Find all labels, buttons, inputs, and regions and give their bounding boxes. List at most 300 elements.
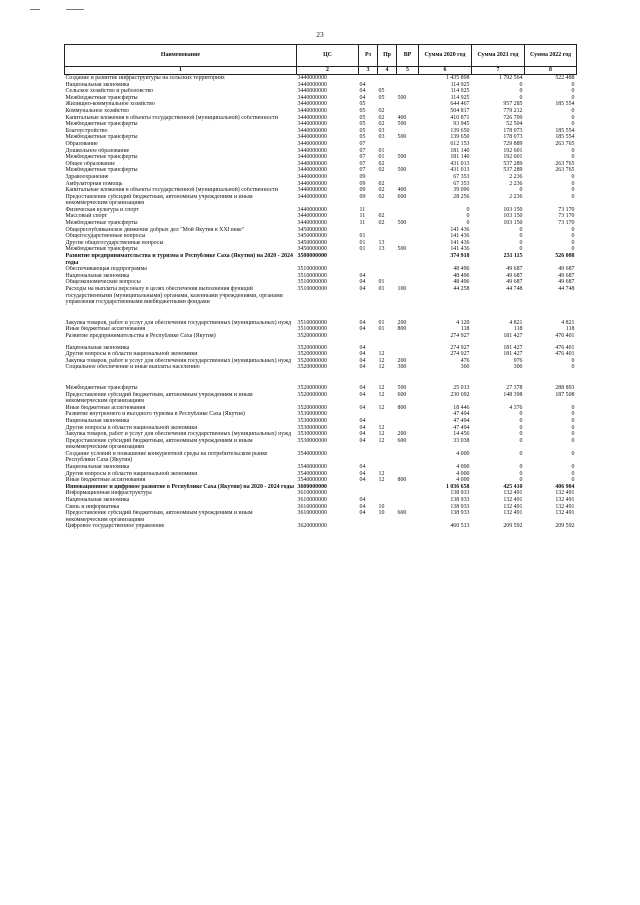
row-name: Межбюджетные трансферты — [65, 384, 138, 391]
row-pr: 12 — [378, 424, 385, 431]
row-code: 3610000000 — [297, 490, 327, 497]
row-sum-2021: 132 491 — [503, 503, 523, 510]
row-vr: 500 — [397, 246, 407, 253]
row-code: 3440000000 — [297, 160, 327, 167]
table-body — [65, 75, 577, 531]
row-rz: 04 — [359, 437, 366, 444]
row-rz — [359, 523, 378, 530]
row-sum-2022: 73 170 — [558, 220, 575, 227]
row-code: 3440000000 — [297, 107, 327, 114]
row-sum-2020: 33 038 — [453, 437, 470, 444]
row-sum-2022: 0 — [571, 107, 575, 114]
row-rz: 04 — [359, 510, 366, 517]
row-code: 3440000000 — [297, 75, 327, 81]
row-sum-2020: 181 140 — [450, 154, 470, 161]
table-row — [65, 207, 577, 214]
row-vr: 600 — [397, 193, 407, 200]
row-sum-2021: 779 212 — [503, 107, 523, 114]
row-sum-2020: 47 494 — [453, 411, 470, 418]
col-number: 5 — [397, 67, 419, 75]
table-row — [65, 425, 577, 432]
row-rz — [359, 451, 378, 464]
row-sum-2020: 4 000 — [456, 477, 470, 484]
row-pr — [378, 497, 397, 504]
table-row — [65, 364, 577, 376]
row-code: 3540000000 — [297, 470, 327, 477]
row-pr: 02 — [378, 187, 385, 194]
row-rz — [359, 266, 378, 273]
row-sum-2021: 181 427 — [503, 351, 523, 358]
row-vr: 600 — [397, 510, 407, 517]
row-code: 3600000000 — [297, 483, 327, 490]
table-row — [65, 345, 577, 352]
row-name: Предоставление субсидий бюджетным, автономным учреждениям и иным некоммерческим организациям — [65, 437, 253, 451]
row-vr — [397, 240, 419, 247]
row-sum-2022: 476 401 — [555, 351, 575, 358]
row-pr — [378, 451, 397, 464]
row-code: 3530000000 — [297, 424, 327, 431]
row-rz — [359, 484, 378, 491]
row-rz: 09 — [359, 180, 366, 187]
row-name: Межбюджетные трансферты — [65, 220, 138, 227]
table-row — [65, 128, 577, 135]
row-vr: 200 — [397, 319, 407, 326]
row-code: 3440000000 — [297, 187, 327, 194]
row-sum-2020: 138 933 — [450, 497, 470, 504]
row-code: 3440000000 — [297, 220, 327, 227]
row-rz: 04 — [359, 357, 366, 364]
row-pr: 01 — [378, 319, 385, 326]
row-sum-2021: 4 821 — [509, 319, 523, 326]
row-sum-2021: 425 410 — [503, 483, 523, 490]
row-vr — [397, 497, 419, 504]
table-row — [65, 392, 577, 405]
row-rz: 04 — [359, 503, 366, 510]
row-sum-2020: 300 — [460, 364, 470, 371]
row-sum-2020: 4 120 — [456, 319, 470, 326]
row-vr — [397, 333, 419, 345]
row-pr — [378, 333, 397, 345]
row-sum-2020: 141 436 — [450, 246, 470, 253]
row-vr — [397, 88, 419, 95]
row-sum-2022: 0 — [571, 364, 575, 371]
row-sum-2020: 410 871 — [450, 114, 470, 121]
row-sum-2020: 612 153 — [450, 140, 470, 147]
row-sum-2021: 118 — [513, 326, 523, 333]
row-pr — [378, 266, 397, 273]
row-name: Общеэкономические вопросы — [65, 279, 141, 286]
row-sum-2020: 118 — [460, 326, 470, 333]
row-vr — [397, 181, 419, 188]
scan-mark — [30, 9, 40, 10]
col-number: 4 — [378, 67, 397, 75]
row-code: 3440000000 — [297, 193, 327, 200]
row-name: Межбюджетные трансферты — [65, 154, 138, 161]
row-code: 3440000000 — [297, 173, 327, 180]
row-rz: 04 — [359, 417, 366, 424]
row-rz: 07 — [359, 167, 366, 174]
row-rz: 04 — [359, 464, 366, 471]
scan-mark — [66, 9, 84, 10]
row-rz — [359, 490, 378, 497]
row-sum-2020: 114 925 — [450, 94, 470, 101]
header-code: ЦС — [297, 45, 359, 67]
row-sum-2021: 0 — [519, 431, 523, 438]
row-vr — [397, 227, 419, 234]
row-pr — [378, 490, 397, 497]
table-row — [65, 121, 577, 128]
row-sum-2021: 0 — [519, 226, 523, 233]
row-rz: 09 — [359, 173, 366, 180]
row-code: 3440000000 — [297, 81, 327, 88]
row-name: Межбюджетные трансферты — [65, 246, 138, 253]
row-sum-2022: 0 — [571, 187, 575, 194]
row-sum-2022: 288 893 — [555, 384, 575, 391]
table-row — [65, 411, 577, 418]
row-sum-2020: 4 000 — [456, 450, 470, 457]
row-code: 3440000000 — [297, 88, 327, 95]
row-sum-2022: 185 554 — [555, 127, 575, 134]
col-number: 2 — [297, 67, 359, 75]
row-pr: 10 — [378, 503, 385, 510]
table-row — [65, 75, 577, 82]
row-vr — [397, 345, 419, 352]
table-row — [65, 101, 577, 108]
row-pr: 12 — [378, 404, 385, 411]
row-sum-2020: 0 — [466, 220, 470, 227]
row-rz: 04 — [359, 81, 366, 88]
row-sum-2021: 132 491 — [503, 497, 523, 504]
row-sum-2022: 0 — [571, 477, 575, 484]
row-sum-2022: 187 508 — [555, 391, 575, 398]
row-sum-2022: 185 554 — [555, 101, 575, 108]
row-pr — [378, 418, 397, 425]
row-rz: 11 — [359, 206, 366, 213]
row-pr: 02 — [378, 180, 385, 187]
row-name: Создание условий и повышение конкурентной среды на потребительском рынке Республики Саха (Якутия) — [65, 450, 268, 464]
col-number: 6 — [419, 67, 472, 75]
row-name: Цифровое государственное управление — [65, 523, 165, 530]
row-pr: 03 — [378, 134, 385, 141]
row-name: Образование — [65, 140, 98, 147]
row-sum-2022: 522 488 — [555, 75, 575, 81]
row-vr: 200 — [397, 357, 407, 364]
row-name: Межбюджетные трансферты — [65, 134, 138, 141]
row-sum-2020: 460 513 — [450, 523, 470, 530]
row-code: 3450000000 — [297, 226, 327, 233]
row-name: Обеспечивающая подпрограмма — [65, 266, 147, 273]
row-name: Общереспубликанское движение добрых дел "Мой Якутия в XXI веке" — [65, 226, 245, 233]
row-name: Предоставление субсидий бюджетным, автономным учреждениям и иным некоммерческим организациям — [65, 510, 253, 523]
row-rz — [359, 411, 378, 418]
row-sum-2022: 44 748 — [558, 286, 575, 292]
row-sum-2021: 300 — [513, 364, 523, 371]
row-vr — [397, 213, 419, 220]
col-number: 8 — [525, 67, 577, 75]
row-name: Межбюджетные трансферты — [65, 121, 138, 128]
row-sum-2021: 0 — [519, 233, 523, 240]
table-row — [65, 134, 577, 141]
row-vr: 200 — [397, 431, 407, 438]
row-sum-2021: 0 — [519, 450, 523, 457]
row-code: 3510000000 — [297, 319, 327, 326]
row-vr — [397, 253, 419, 266]
row-rz: 04 — [359, 326, 366, 333]
row-sum-2020: 4 000 — [456, 470, 470, 477]
row-code: 3440000000 — [297, 134, 327, 141]
row-sum-2022: 0 — [571, 239, 575, 246]
row-sum-2020: 644 467 — [450, 101, 470, 108]
row-code: 3520000000 — [297, 404, 327, 411]
budget-table — [64, 44, 577, 530]
row-sum-2020: 93 945 — [453, 121, 470, 128]
row-name: Создание и развитие инфраструктуры на сельских территориях — [65, 75, 225, 81]
row-sum-2021: 729 889 — [503, 140, 523, 147]
row-vr: 500 — [397, 94, 407, 101]
row-vr — [397, 464, 419, 471]
row-rz: 04 — [359, 384, 366, 391]
row-rz: 04 — [359, 431, 366, 438]
row-sum-2020: 431 013 — [450, 167, 470, 174]
row-name: Другие вопросы в области национальной экономики — [65, 424, 198, 431]
row-vr — [397, 451, 419, 464]
row-sum-2020: 141 436 — [450, 233, 470, 240]
row-sum-2020: 67 353 — [453, 180, 470, 187]
table-row — [65, 220, 577, 227]
row-sum-2021: 0 — [519, 246, 523, 253]
row-vr: 600 — [397, 437, 407, 444]
row-sum-2020: 67 353 — [453, 173, 470, 180]
table-row — [65, 95, 577, 102]
row-name: Дошкольное образование — [65, 147, 130, 154]
row-sum-2021: 231 115 — [503, 253, 523, 260]
row-sum-2022: 0 — [571, 180, 575, 187]
table-row — [65, 181, 577, 188]
row-pr — [378, 345, 397, 352]
row-pr: 02 — [378, 160, 385, 167]
row-name: Амбулаторная помощь — [65, 180, 123, 187]
row-sum-2021: 0 — [519, 81, 523, 88]
row-code: 3520000000 — [297, 357, 327, 364]
row-vr — [397, 490, 419, 497]
row-name: Предоставление субсидий бюджетным, автономным учреждениям и иным некоммерческим организациям — [65, 391, 253, 405]
row-sum-2021: 0 — [519, 411, 523, 418]
row-rz: 04 — [359, 477, 366, 484]
row-code: 3440000000 — [297, 147, 327, 154]
row-vr — [397, 425, 419, 432]
table-row — [65, 148, 577, 155]
row-sum-2021: 0 — [519, 94, 523, 101]
row-sum-2022: 263 765 — [555, 167, 575, 174]
row-name: Информационная инфраструктура — [65, 490, 152, 497]
header-2022: Сумма 2022 год — [525, 45, 577, 67]
row-rz: 04 — [359, 364, 366, 371]
table-row — [65, 161, 577, 168]
table-row — [65, 266, 577, 273]
row-rz: 11 — [359, 213, 366, 220]
table-row — [65, 376, 577, 392]
row-sum-2020: 139 650 — [450, 127, 470, 134]
table-row — [65, 431, 577, 438]
row-sum-2021: 2 236 — [509, 173, 523, 180]
row-vr: 500 — [397, 220, 407, 227]
row-vr — [397, 148, 419, 155]
row-sum-2021: 0 — [519, 424, 523, 431]
row-rz: 04 — [359, 94, 366, 101]
row-rz: 04 — [359, 351, 366, 358]
row-pr: 02 — [378, 213, 385, 220]
table-row — [65, 273, 577, 280]
table-row — [65, 141, 577, 148]
row-name: Закупка товаров, работ и услуг для обеспечения государственных (муниципальных) нужд — [65, 319, 292, 326]
row-sum-2021: 976 — [513, 357, 523, 364]
row-sum-2020: 114 925 — [450, 88, 470, 95]
row-code: 3520000000 — [297, 364, 327, 371]
row-pr: 02 — [378, 114, 385, 121]
row-pr: 12 — [378, 391, 385, 398]
row-sum-2020: 431 013 — [450, 160, 470, 167]
row-name: Другие вопросы в области национальной экономики — [65, 351, 198, 358]
row-sum-2021: 103 150 — [503, 220, 523, 227]
row-code: 3520000000 — [297, 332, 327, 339]
row-sum-2021: 0 — [519, 88, 523, 95]
table-row — [65, 523, 577, 530]
row-sum-2022: 0 — [571, 424, 575, 431]
row-code: 3540000000 — [297, 477, 327, 484]
row-rz — [359, 253, 378, 266]
row-vr — [397, 484, 419, 491]
row-vr: 500 — [397, 121, 407, 128]
row-sum-2022: 0 — [571, 357, 575, 364]
row-sum-2020: 25 013 — [453, 384, 470, 391]
row-vr: 300 — [397, 364, 407, 371]
row-name: Связь и информатика — [65, 503, 120, 510]
row-vr — [397, 101, 419, 108]
row-sum-2021: 957 285 — [503, 101, 523, 108]
row-code: 3440000000 — [297, 154, 327, 161]
row-sum-2020: 476 — [460, 357, 470, 364]
row-name: Здравоохранение — [65, 173, 109, 180]
row-sum-2020: 1 036 658 — [445, 483, 470, 490]
row-rz: 04 — [359, 319, 366, 326]
row-rz: 01 — [359, 246, 366, 253]
row-sum-2022: 49 687 — [558, 266, 575, 273]
row-sum-2022: 49 687 — [558, 279, 575, 286]
row-sum-2020: 230 692 — [450, 391, 470, 398]
row-sum-2020: 114 925 — [450, 81, 470, 88]
row-pr: 12 — [378, 431, 385, 438]
row-rz: 09 — [359, 187, 366, 194]
row-sum-2022: 263 765 — [555, 140, 575, 147]
row-code: 3620000000 — [297, 523, 327, 530]
row-sum-2021: 132 491 — [503, 510, 523, 517]
row-pr — [378, 141, 397, 148]
row-sum-2021: 44 748 — [506, 286, 523, 292]
row-pr: 05 — [378, 94, 385, 101]
row-sum-2022: 0 — [571, 154, 575, 161]
row-sum-2022: 526 088 — [555, 253, 575, 260]
table-header-row — [65, 45, 577, 67]
row-sum-2020: 274 927 — [450, 332, 470, 339]
row-code: 3510000000 — [297, 326, 327, 333]
row-name: Жилищно-коммунальное хозяйство — [65, 101, 155, 108]
row-sum-2022: 0 — [571, 147, 575, 154]
row-code: 3530000000 — [297, 431, 327, 438]
col-number: 1 — [65, 67, 297, 75]
row-code: 3520000000 — [297, 391, 327, 398]
row-vr — [397, 82, 419, 89]
row-sum-2022: 0 — [571, 81, 575, 88]
table-row — [65, 174, 577, 181]
row-sum-2022: 0 — [571, 94, 575, 101]
row-sum-2022: 118 — [565, 326, 575, 333]
row-pr: 10 — [378, 510, 385, 517]
row-code: 3440000000 — [297, 206, 327, 213]
row-name: Национальная экономика — [65, 81, 130, 88]
row-rz: 07 — [359, 160, 366, 167]
row-name: Развитие предпринимательства в Республике Саха (Якутия) — [65, 332, 216, 339]
row-vr — [397, 161, 419, 168]
row-vr: 500 — [397, 167, 407, 174]
row-sum-2021: 0 — [519, 477, 523, 484]
row-sum-2020: 48 496 — [453, 266, 470, 273]
row-sum-2020: 374 918 — [450, 253, 470, 260]
row-sum-2021: 0 — [519, 187, 523, 194]
table-row — [65, 88, 577, 95]
table-row — [65, 213, 577, 220]
table-row — [65, 504, 577, 511]
row-pr — [378, 411, 397, 418]
row-sum-2021: 49 687 — [506, 266, 523, 273]
row-sum-2022: 0 — [571, 88, 575, 95]
row-code: 3510000000 — [297, 272, 327, 279]
row-pr: 13 — [378, 246, 385, 253]
row-sum-2020: 44 258 — [453, 286, 470, 292]
row-sum-2022: 0 — [571, 437, 575, 444]
row-sum-2022: 476 401 — [555, 332, 575, 339]
row-vr — [397, 504, 419, 511]
row-sum-2021: 0 — [519, 437, 523, 444]
row-name: Национальная экономика — [65, 497, 130, 504]
row-name: Расходы на выплаты персоналу в целях обеспечения выполнения функций государственными (муниципальными) органами, казенными учреждениями, органами управления государственными внебюджетными фондами — [65, 286, 283, 306]
table-row — [65, 484, 577, 491]
row-sum-2020: 139 650 — [450, 134, 470, 141]
row-vr — [397, 108, 419, 115]
table-row — [65, 333, 577, 345]
header-vr: ВР — [397, 45, 419, 67]
row-name: Национальная экономика — [65, 344, 130, 351]
row-rz — [359, 227, 378, 234]
row-sum-2022: 0 — [571, 404, 575, 411]
row-pr — [378, 464, 397, 471]
table-row — [65, 115, 577, 122]
row-vr — [397, 279, 419, 286]
row-sum-2022: 0 — [571, 417, 575, 424]
table-row — [65, 253, 577, 266]
row-code: 3440000000 — [297, 213, 327, 220]
table-row — [65, 464, 577, 471]
row-name: Иные бюджетные ассигнования — [65, 404, 146, 411]
row-code: 3500000000 — [297, 253, 327, 260]
row-pr: 12 — [378, 357, 385, 364]
table-row — [65, 82, 577, 89]
row-sum-2022: 406 904 — [555, 483, 575, 490]
row-pr — [378, 253, 397, 266]
row-sum-2020: 28 256 — [453, 193, 470, 200]
row-pr: 12 — [378, 437, 385, 444]
row-pr — [378, 82, 397, 89]
row-code: 3540000000 — [297, 464, 327, 471]
